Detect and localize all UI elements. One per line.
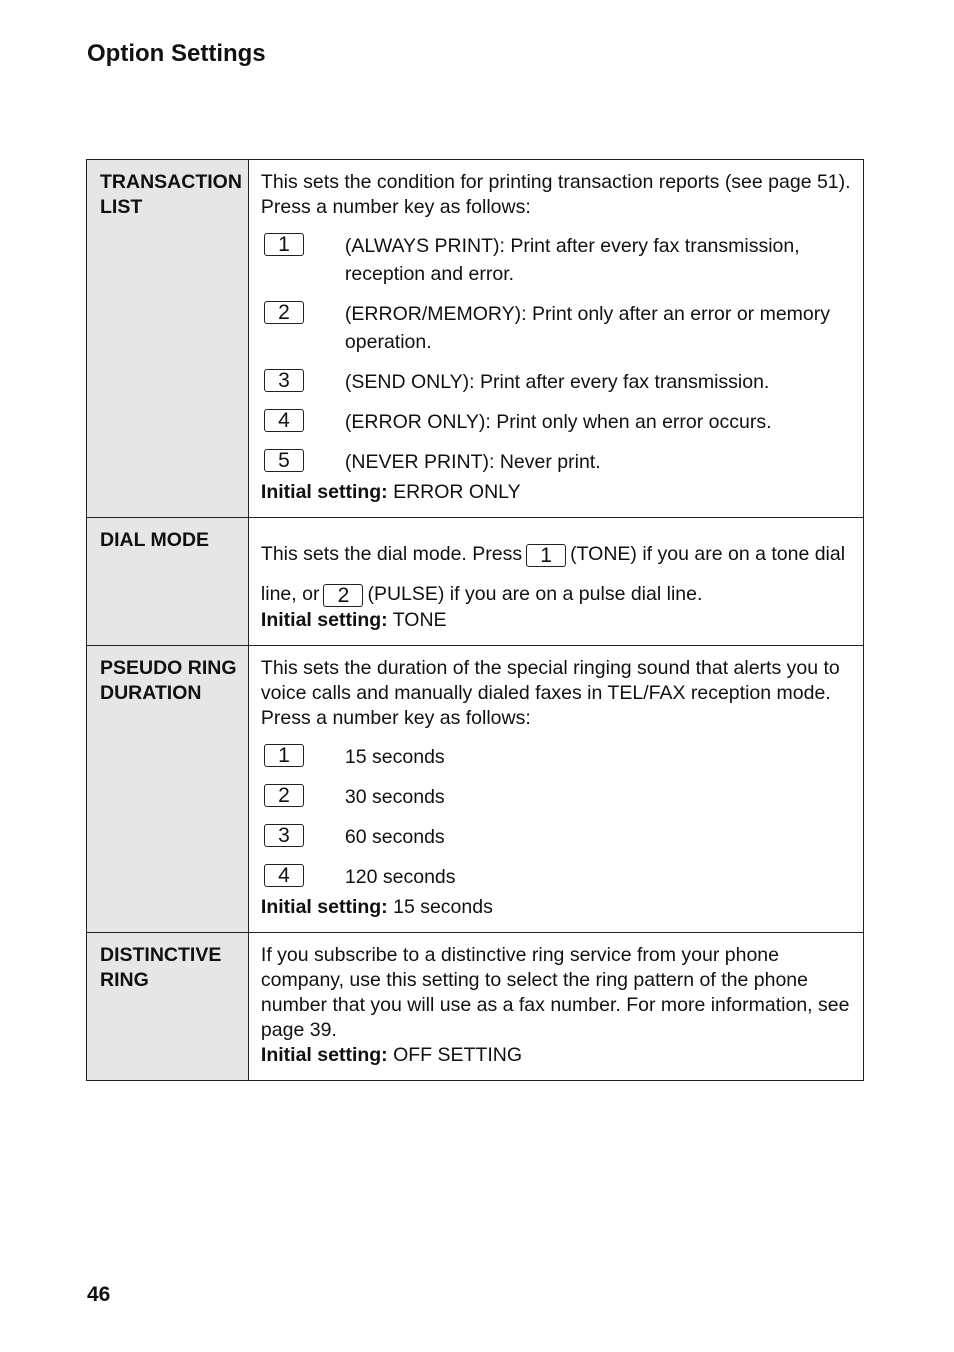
initial-setting-label: Initial setting: [260, 481, 388, 503]
setting-description [248, 518, 863, 646]
settings-table [86, 159, 864, 1081]
setting-description [248, 160, 863, 518]
option-item [261, 863, 859, 891]
initial-setting-value: TONE [392, 609, 447, 631]
initial-setting [261, 895, 859, 920]
number-key: 5 [264, 449, 304, 472]
option-text: (NEVER PRINT): Never print. [344, 451, 601, 473]
option-item [261, 368, 859, 396]
setting-intro: This sets the dial mode. Press 1 (TONE) if you are on a tone dial line, or 2 (PULSE) if you are on a pulse dial line. [260, 543, 846, 607]
option-text: (ALWAYS PRINT): Print after every fax transmission, reception and error. [344, 235, 800, 285]
setting-intro: This sets the duration of the special ringing sound that alerts you to voice calls and manually dialed faxes in TEL/FAX reception mode. Press a number key as follows: [260, 657, 840, 729]
setting-intro: This sets the condition for printing transaction reports (see page 51). Press a number key as follows: [260, 171, 851, 218]
initial-setting-label: Initial setting: [260, 896, 388, 918]
option-text: 30 seconds [344, 786, 445, 808]
number-key: 2 [264, 784, 304, 807]
option-text: 15 seconds [344, 746, 445, 768]
option-text: (ERROR/MEMORY): Print only after an error or memory operation. [344, 303, 830, 353]
option-item [261, 743, 859, 771]
option-item [261, 448, 859, 476]
page-number: 46 [87, 1283, 111, 1306]
number-key: 4 [264, 409, 304, 432]
setting-name: DISTINCTIVE RING [87, 933, 249, 1081]
setting-description [248, 646, 863, 933]
option-text: 60 seconds [344, 826, 445, 848]
initial-setting-label: Initial setting: [260, 609, 388, 631]
option-text: (ERROR ONLY): Print only when an error occurs. [344, 411, 772, 433]
setting-description [248, 933, 863, 1081]
setting-name: TRANSACTION LIST [87, 160, 249, 518]
setting-row-dial-mode [87, 518, 864, 646]
option-item [261, 783, 859, 811]
setting-intro: If you subscribe to a distinctive ring service from your phone company, use this setting to select the ring pattern of the phone number that you will use as a fax number. For more information, see page 39. [260, 944, 850, 1041]
number-key: 2 [323, 584, 363, 607]
setting-name: DIAL MODE [87, 518, 249, 646]
number-key: 1 [264, 233, 304, 256]
initial-setting-value: OFF SETTING [393, 1044, 523, 1066]
number-key: 3 [264, 824, 304, 847]
number-key: 2 [264, 301, 304, 324]
number-key: 4 [264, 864, 304, 887]
option-item [261, 408, 859, 436]
initial-setting [261, 1043, 859, 1068]
page-title: Option Settings [87, 40, 266, 67]
setting-row-distinctive-ring [87, 933, 864, 1081]
option-item [261, 232, 859, 288]
initial-setting-value: 15 seconds [393, 896, 493, 918]
number-key: 3 [264, 369, 304, 392]
setting-row-pseudo-ring-duration [87, 646, 864, 933]
setting-name: PSEUDO RING DURATION [87, 646, 249, 933]
number-key: 1 [526, 544, 566, 567]
initial-setting [261, 480, 859, 505]
number-key: 1 [264, 744, 304, 767]
initial-setting-label: Initial setting: [260, 1044, 388, 1066]
option-text: (SEND ONLY): Print after every fax transmission. [344, 371, 770, 393]
option-item [261, 300, 859, 356]
option-text: 120 seconds [344, 866, 456, 888]
initial-setting-value: ERROR ONLY [393, 481, 521, 503]
option-item [261, 823, 859, 851]
setting-row-transaction-list [87, 160, 864, 518]
